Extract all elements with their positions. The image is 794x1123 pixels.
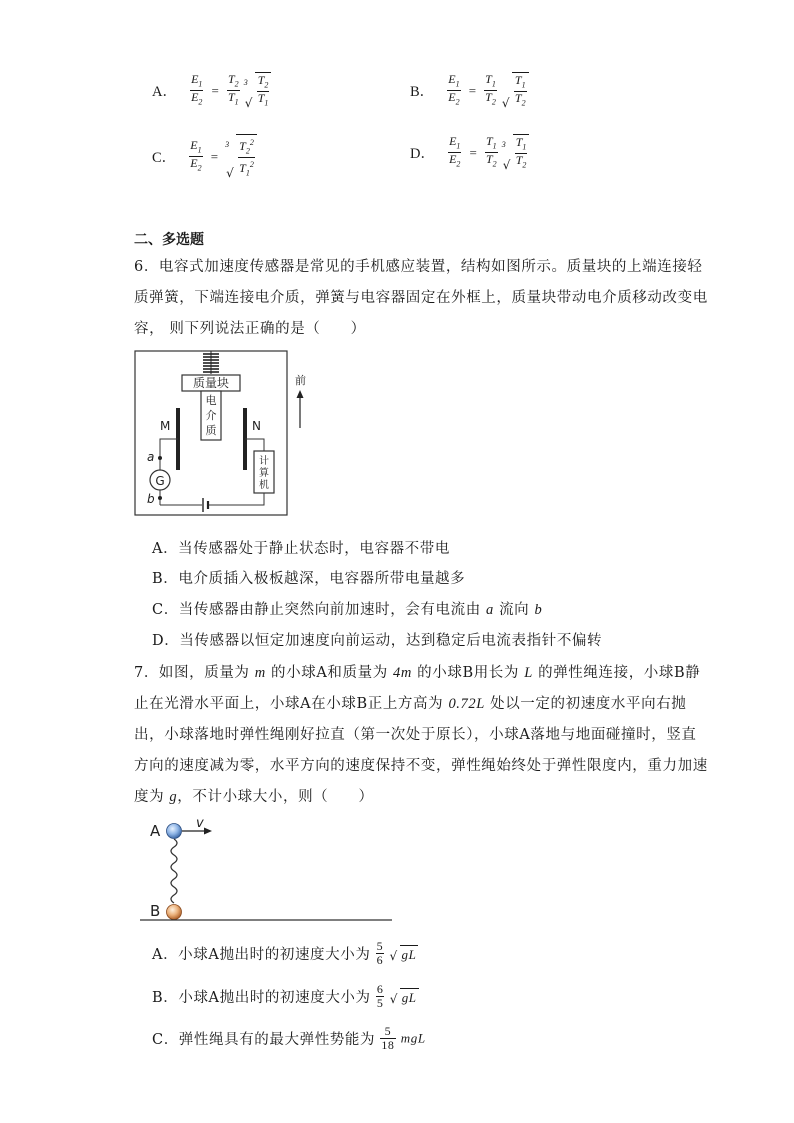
velocity-label: v bbox=[196, 816, 204, 831]
q6-option-a[interactable]: A．当传感器处于静止状态时，电容器不带电 bbox=[152, 541, 450, 557]
computer-char-3: 机 bbox=[259, 480, 269, 491]
fraction-e1-e2: $\frac{E_1}{E_2}$ bbox=[448, 72, 460, 107]
q7-option-b[interactable]: B．小球A抛出时的初速度大小为 $\frac{6}{5}$ √ gL bbox=[152, 982, 417, 1010]
ball-b bbox=[167, 905, 182, 920]
fraction-t1-t2: $\frac{T_1}{T_2}$ bbox=[485, 134, 497, 169]
cube-root: 3 √ $\frac{T_1}{T_2}$ bbox=[503, 134, 530, 172]
q7-stem-line3: 出，小球落地时弹性绳刚好拉直（第一次处于原长），小球A落地与地面碰撞时，竖直 bbox=[134, 727, 697, 743]
square-root: √ gL bbox=[389, 989, 417, 1006]
q5-option-b[interactable]: B． $\frac{E_1}{E_2}$ = $\frac{T_1}{T_2}$ √ $\frac{T_1}{T_2}$ bbox=[410, 72, 529, 110]
mass-label: 质量块 bbox=[192, 376, 230, 390]
node-a-label: a bbox=[147, 450, 155, 464]
q7-stem-line4: 方向的速度减为零，水平方向的速度保持不变，弹性绳始终处于弹性限度内，重力加速 bbox=[134, 758, 708, 774]
fraction-6-5: $\frac{6}{5}$ bbox=[376, 982, 384, 1010]
q6-stem-line3: 容， 则下列说法正确的是（ ） bbox=[134, 321, 366, 337]
q7-option-c[interactable]: C．弹性绳具有的最大弹性势能为 $\frac{5}{18}$ mgL bbox=[152, 1024, 426, 1052]
cube-root: 3 √ $\frac{T_2^2}{T_1^2}$ bbox=[226, 134, 257, 180]
dielectric-char-1: 电 bbox=[205, 394, 217, 407]
q7-stem-line2: 止在光滑水平面上，小球A在小球B正上方高为 0.72L 处以一定的初速度水平向右抛 bbox=[134, 696, 687, 712]
q5-option-d[interactable]: D． $\frac{E_1}{E_2}$ = $\frac{T_1}{T_2}$ 3 √ $\frac{T_1}{T_2}$ bbox=[410, 134, 529, 172]
galvanometer-label: G bbox=[155, 474, 165, 488]
plate-m-label: M bbox=[160, 419, 171, 433]
q5-option-a[interactable]: A． $\frac{E_1}{E_2}$ = $\frac{T_2}{T_1}$ 3 √ $\frac{T_2}{T_1}$ bbox=[152, 72, 271, 110]
ball-a bbox=[167, 824, 182, 839]
node-b-label: b bbox=[147, 492, 155, 506]
q7-option-a[interactable]: A．小球A抛出时的初速度大小为 $\frac{5}{6}$ √ gL bbox=[152, 939, 417, 967]
plate-n-label: N bbox=[252, 419, 261, 433]
fraction-e1-e2: $\frac{E_1}{E_2}$ bbox=[191, 72, 203, 107]
ball-a-label: A bbox=[150, 822, 161, 840]
section-heading: 二、多选题 bbox=[134, 232, 204, 248]
q5-option-c[interactable]: C． $\frac{E_1}{E_2}$ = 3 √ $\frac{T_2^2}{T_1^2}$ bbox=[152, 134, 257, 180]
dielectric-char-2: 介 bbox=[205, 409, 217, 422]
q6-option-b[interactable]: B．电介质插入极板越深，电容器所带电量越多 bbox=[152, 571, 466, 587]
computer-char-2: 算 bbox=[259, 468, 269, 479]
elastic-cord bbox=[171, 839, 177, 903]
fraction-t2-t1: $\frac{T_2}{T_1}$ bbox=[227, 72, 239, 107]
square-root: √ $\frac{T_1}{T_2}$ bbox=[502, 72, 529, 110]
q7-stem-line1: 7．如图，质量为 m 的小球A和质量为 4m 的小球B用长为 L 的弹性绳连接，小球B静 bbox=[134, 665, 701, 681]
computer-char-1: 计 bbox=[259, 456, 269, 467]
q6-option-d[interactable]: D．当传感器以恒定加速度向前运动，达到稳定后电流表指针不偏转 bbox=[152, 633, 603, 649]
option-label: B． bbox=[410, 84, 435, 101]
fraction-5-6: $\frac{5}{6}$ bbox=[376, 939, 384, 967]
option-label: A． bbox=[152, 84, 177, 101]
q6-stem-line2: 质弹簧，下端连接电介质，弹簧与电容器固定在外框上，质量块带动电介质移动改变电 bbox=[134, 290, 708, 306]
fraction-e1-e2: $\frac{E_1}{E_2}$ bbox=[190, 138, 202, 173]
square-root: √ gL bbox=[389, 946, 417, 963]
option-label: D． bbox=[410, 146, 435, 163]
fraction-5-18: $\frac{5}{18}$ bbox=[381, 1024, 395, 1052]
projectile-diagram bbox=[140, 812, 400, 927]
dielectric-char-3: 质 bbox=[205, 424, 217, 437]
option-label: C． bbox=[152, 150, 177, 167]
cube-root: 3 √ $\frac{T_2}{T_1}$ bbox=[245, 72, 272, 110]
q6-option-c[interactable]: C．当传感器由静止突然向前加速时，会有电流由 a 流向 b bbox=[152, 602, 543, 618]
battery-icon bbox=[203, 498, 208, 512]
q6-stem-line1: 6．电容式加速度传感器是常见的手机感应装置，结构如图所示。质量块的上端连接轻 bbox=[134, 259, 703, 275]
forward-label: 前 bbox=[295, 374, 306, 387]
capacitive-sensor-diagram bbox=[130, 348, 320, 520]
q7-stem-line5: 度为 g，不计小球大小，则（ ） bbox=[134, 789, 374, 805]
fraction-e1-e2: $\frac{E_1}{E_2}$ bbox=[449, 134, 461, 169]
ball-b-label: B bbox=[150, 902, 161, 920]
fraction-t1-t2: $\frac{T_1}{T_2}$ bbox=[485, 72, 496, 107]
